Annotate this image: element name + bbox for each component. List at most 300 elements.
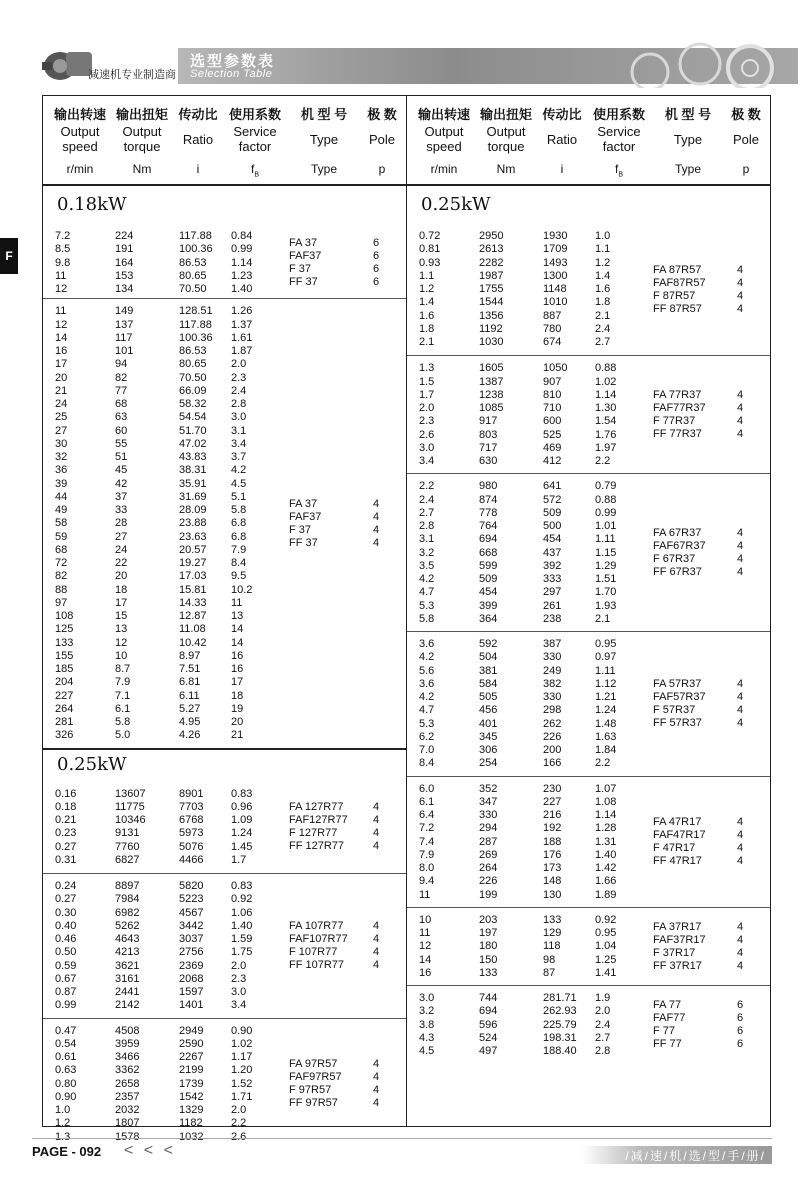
- table-row: [407, 257, 647, 270]
- model-type: FAF37: [289, 250, 322, 263]
- service-factor: 8.4: [231, 557, 247, 569]
- output-torque: 744: [479, 992, 498, 1004]
- model-type: FA 107R77: [289, 920, 344, 933]
- output-speed: 9.8: [55, 256, 71, 269]
- table-row: [43, 358, 283, 371]
- output-speed: 36: [55, 464, 68, 477]
- service-factor: 1.40: [231, 919, 253, 932]
- type-entry: [653, 566, 757, 579]
- output-speed: 264: [55, 702, 74, 715]
- manual-nav-text: /减/速/机/选/型/手/册/: [625, 1149, 766, 1163]
- table-row: [407, 283, 647, 296]
- output-torque: 2142: [115, 999, 140, 1012]
- power-title: 0.25kW: [421, 194, 491, 215]
- model-type: F 127R77: [289, 827, 338, 840]
- table-row: [407, 744, 647, 757]
- ratio: 2756: [179, 946, 204, 959]
- table-row: [407, 862, 647, 875]
- output-speed: 133: [55, 636, 74, 649]
- table-row: [43, 788, 283, 801]
- ratio: 17.03: [179, 570, 207, 583]
- model-type: FAF87R57: [653, 276, 706, 289]
- service-factor: 4.5: [231, 477, 247, 490]
- ratio: 118: [543, 940, 561, 953]
- pole-count: 4: [737, 302, 744, 315]
- type-entry: [289, 1097, 393, 1110]
- pole-count: 4: [737, 829, 744, 842]
- service-factor: 1.07: [595, 782, 617, 795]
- type-entry: [653, 960, 757, 973]
- table-row: [43, 801, 283, 814]
- output-torque: 330: [479, 809, 498, 821]
- ratio: 176: [543, 848, 562, 861]
- service-factor: 0.83: [231, 880, 253, 892]
- ratio: 6.11: [179, 689, 200, 702]
- model-type: FAF77: [653, 1012, 686, 1025]
- ratio: 1542: [179, 1090, 204, 1103]
- service-factor: 1.11: [595, 664, 616, 677]
- ratio: 5076: [179, 840, 204, 853]
- table-row: [43, 960, 283, 973]
- header-en-3: Service factor: [597, 124, 641, 154]
- table-row: [407, 927, 647, 940]
- output-torque: 4213: [115, 946, 140, 959]
- output-speed: 12: [55, 318, 68, 331]
- model-type: F 47R17: [653, 842, 696, 855]
- ratio: 188.40: [543, 1045, 577, 1057]
- output-torque: 8897: [115, 880, 140, 892]
- type-entry: [289, 827, 393, 840]
- service-factor: 2.6: [231, 1130, 247, 1143]
- table-row: [407, 507, 647, 520]
- pole-count: 6: [373, 250, 380, 263]
- type-entry: [653, 277, 757, 290]
- pole-count: 4: [373, 933, 380, 946]
- ratio-group: [407, 473, 770, 632]
- output-torque: 3959: [115, 1037, 140, 1050]
- table-row: [43, 283, 283, 296]
- service-factor: 1.0: [595, 230, 611, 242]
- table-row: [43, 257, 283, 270]
- output-torque: 401: [479, 717, 498, 730]
- table-row: [43, 703, 283, 716]
- table-row: [407, 836, 647, 849]
- output-torque: 803: [479, 428, 498, 441]
- table-row: [407, 613, 647, 626]
- pole-count: 4: [737, 816, 744, 829]
- ratio: 80.65: [179, 358, 207, 371]
- ratio: 641: [543, 480, 562, 493]
- type-entry: [653, 303, 757, 316]
- service-factor: 5.8: [231, 504, 247, 516]
- output-speed: 6.0: [419, 782, 435, 795]
- output-speed: 3.0: [419, 441, 435, 454]
- table-row: [407, 389, 647, 402]
- output-torque: 13607: [115, 787, 146, 800]
- output-speed: 0.80: [55, 1077, 77, 1090]
- service-factor: 1.51: [595, 573, 617, 585]
- output-torque: 101: [115, 345, 134, 357]
- output-torque: 694: [479, 1005, 498, 1018]
- service-factor: 1.01: [595, 520, 617, 532]
- output-speed: 0.99: [55, 999, 77, 1012]
- output-speed: 5.6: [419, 664, 435, 677]
- ratio: 2369: [179, 959, 204, 972]
- output-torque: 524: [479, 1031, 498, 1044]
- ratio: 11.08: [179, 623, 206, 636]
- output-speed: 25: [55, 411, 68, 424]
- pole-count: 4: [373, 814, 380, 827]
- model-type: FAF67R37: [653, 540, 706, 553]
- type-entry: [289, 263, 393, 276]
- header-cn-3: 使用系数: [228, 107, 281, 122]
- header-unit-1: Nm: [496, 162, 516, 176]
- output-torque: 27: [115, 530, 128, 543]
- output-torque: 164: [115, 256, 134, 269]
- output-torque: 505: [479, 691, 498, 703]
- pole-count: 4: [737, 402, 744, 415]
- service-factor: 1.52: [231, 1077, 253, 1090]
- service-factor: 3.7: [231, 451, 247, 463]
- output-speed: 1.5: [419, 375, 435, 388]
- table-row: [43, 230, 283, 243]
- table-row: [43, 986, 283, 999]
- output-speed: 3.6: [419, 638, 435, 650]
- output-torque: 1356: [479, 309, 504, 322]
- ratio: 10.42: [179, 636, 207, 649]
- service-factor: 1.24: [231, 827, 253, 840]
- type-entry: [653, 921, 757, 934]
- table-row: [407, 822, 647, 835]
- output-torque: 51: [115, 451, 128, 463]
- service-factor: 2.3: [231, 371, 247, 384]
- table-row: [407, 547, 647, 560]
- ratio: 47.02: [179, 437, 207, 450]
- service-factor: 1.63: [595, 730, 617, 743]
- output-torque: 37: [115, 490, 128, 503]
- table-row: [407, 520, 647, 533]
- ratio: 130: [543, 888, 562, 901]
- service-factor: 2.0: [231, 358, 247, 371]
- output-speed: 6.2: [419, 730, 435, 743]
- ratio: 333: [543, 573, 562, 585]
- output-torque: 17: [115, 596, 128, 609]
- header-en-5: Pole: [732, 132, 760, 147]
- output-speed: 24: [55, 398, 68, 410]
- ratio-group: [407, 631, 770, 777]
- table-row: [407, 651, 647, 664]
- output-torque: 287: [479, 835, 498, 848]
- table-row: [407, 336, 647, 349]
- output-torque: 2282: [479, 256, 504, 269]
- table-row: [407, 230, 647, 243]
- type-list: [653, 264, 757, 316]
- pole-count: 4: [737, 566, 744, 579]
- output-speed: 1.1: [419, 269, 435, 282]
- service-factor: 2.3: [231, 972, 247, 985]
- table-row: [407, 665, 647, 678]
- ratio: 2949: [179, 1024, 204, 1037]
- pole-count: 4: [737, 289, 744, 302]
- type-entry: [289, 537, 393, 550]
- output-speed: 125: [55, 623, 74, 636]
- output-speed: 0.30: [55, 906, 77, 919]
- type-entry: [289, 920, 393, 933]
- table-row: [43, 827, 283, 840]
- table-row: [43, 451, 283, 464]
- type-entry: [289, 524, 393, 537]
- output-speed: 185: [55, 663, 74, 675]
- output-torque: 2950: [479, 230, 504, 242]
- ratio: 887: [543, 309, 562, 322]
- ratio: 5973: [179, 827, 204, 840]
- table-row: [407, 1019, 647, 1032]
- ratio: 15.81: [179, 583, 207, 596]
- model-type: F 37: [289, 263, 312, 276]
- ratio: 907: [543, 375, 562, 388]
- service-factor: 1.21: [595, 691, 617, 703]
- type-entry: [653, 415, 757, 428]
- output-torque: 399: [479, 599, 498, 612]
- ratio: 230: [543, 782, 562, 795]
- output-speed: 59: [55, 530, 68, 543]
- output-speed: 8.0: [419, 862, 435, 874]
- table-row: [43, 814, 283, 827]
- header-left: [43, 96, 406, 186]
- ratio: 261: [543, 599, 562, 612]
- table-row: [43, 597, 283, 610]
- ratio: 1300: [543, 269, 568, 282]
- output-speed: 0.27: [55, 893, 77, 906]
- type-entry: [653, 540, 757, 553]
- type-list: [653, 389, 757, 441]
- table-row: [43, 841, 283, 854]
- pole-count: 4: [737, 842, 744, 855]
- output-torque: 18: [115, 583, 128, 596]
- table-row: [43, 650, 283, 663]
- table-row: [407, 718, 647, 731]
- ratio-group: [407, 224, 770, 355]
- type-entry: [653, 1012, 757, 1025]
- table-row: [43, 504, 283, 517]
- table-row: [43, 1117, 283, 1130]
- header-unit-1: Nm: [132, 162, 152, 176]
- output-speed: 16: [55, 345, 68, 357]
- ratio: 2590: [179, 1037, 204, 1050]
- pole-count: 4: [373, 1058, 380, 1071]
- ratio: 20.57: [179, 543, 207, 556]
- table-row: [43, 676, 283, 689]
- ratio: 38.31: [179, 464, 207, 477]
- service-factor: 1.06: [231, 906, 253, 919]
- ratio: 1182: [179, 1117, 203, 1130]
- table-row: [407, 243, 647, 256]
- table-row: [43, 491, 283, 504]
- table-row: [407, 533, 647, 546]
- output-speed: 4.3: [419, 1031, 435, 1044]
- output-speed: 2.0: [419, 402, 435, 414]
- service-factor: 2.8: [595, 1045, 611, 1057]
- table-row: [43, 1038, 283, 1051]
- output-speed: 0.23: [55, 827, 77, 840]
- output-torque: 497: [479, 1045, 498, 1057]
- ratio: 238: [543, 612, 562, 625]
- model-type: FA 67R37: [653, 527, 702, 540]
- pole-count: 6: [737, 999, 744, 1012]
- model-type: F 67R37: [653, 553, 696, 566]
- output-torque: 1807: [115, 1117, 140, 1130]
- pole-count: 4: [373, 946, 380, 959]
- pole-count: 4: [737, 946, 744, 959]
- table-row: [43, 933, 283, 946]
- service-factor: 0.83: [231, 787, 253, 800]
- type-entry: [289, 511, 393, 524]
- table-row: [407, 914, 647, 927]
- service-factor: 1.40: [231, 283, 253, 295]
- service-factor: 1.1: [595, 243, 611, 256]
- type-entry: [653, 678, 757, 691]
- table-row: [43, 637, 283, 650]
- service-factor: 1.31: [595, 835, 617, 848]
- pole-count: 4: [373, 1084, 380, 1097]
- output-speed: 0.46: [55, 933, 77, 945]
- service-factor: 1.02: [595, 375, 617, 388]
- service-factor: 1.02: [231, 1037, 253, 1050]
- pole-count: 6: [737, 1012, 744, 1025]
- output-torque: 24: [115, 543, 128, 556]
- service-factor: 2.4: [231, 384, 247, 397]
- service-factor: 3.1: [231, 424, 247, 437]
- pole-count: 4: [737, 540, 744, 553]
- table-row: [43, 610, 283, 623]
- ratio: 6.81: [179, 676, 201, 689]
- output-speed: 0.59: [55, 959, 77, 972]
- output-torque: 364: [479, 612, 498, 625]
- output-speed: 8.5: [55, 243, 71, 256]
- output-torque: 294: [479, 822, 498, 835]
- output-torque: 60: [115, 424, 128, 437]
- type-entry: [289, 946, 393, 959]
- model-type: FA 47R17: [653, 816, 702, 829]
- service-factor: 1.20: [231, 1064, 253, 1077]
- service-factor: 2.2: [595, 455, 611, 467]
- service-factor: 0.96: [231, 800, 253, 813]
- service-factor: 1.14: [595, 388, 617, 401]
- model-type: FAF77R37: [653, 402, 706, 415]
- output-speed: 1.3: [419, 362, 435, 375]
- pole-count: 4: [373, 1097, 380, 1110]
- service-factor: 2.7: [595, 1031, 611, 1044]
- header-en-1: Output torque: [122, 124, 162, 154]
- service-factor: 2.0: [595, 1005, 611, 1018]
- pole-count: 4: [737, 428, 744, 441]
- output-torque: 10: [115, 649, 128, 662]
- ratio: 148: [543, 875, 562, 888]
- prev-arrows-icon[interactable]: < < <: [124, 1142, 176, 1159]
- table-row: [43, 623, 283, 636]
- table-row: [43, 398, 283, 411]
- output-speed: 32: [55, 451, 68, 463]
- table-row: [407, 296, 647, 309]
- ratio: 225.79: [543, 1018, 577, 1031]
- output-torque: 68: [115, 398, 128, 410]
- output-torque: 5.8: [115, 716, 131, 728]
- pole-count: 4: [737, 527, 744, 540]
- output-speed: 4.2: [419, 573, 435, 585]
- table-row: [407, 270, 647, 283]
- output-speed: 1.8: [419, 322, 435, 335]
- output-speed: 0.93: [419, 256, 441, 269]
- output-torque: 20: [115, 570, 128, 583]
- table-row: [43, 478, 283, 491]
- service-factor: 0.97: [595, 651, 617, 664]
- output-speed: 2.1: [419, 336, 435, 348]
- ratio: 117.88: [179, 230, 212, 242]
- model-type: FF 37: [289, 536, 318, 549]
- output-torque: 3161: [115, 972, 140, 985]
- ratio: 5820: [179, 880, 204, 892]
- service-factor: 1.66: [595, 875, 617, 888]
- service-factor: 1.93: [595, 599, 617, 612]
- output-speed: 0.24: [55, 880, 77, 892]
- service-factor: 1.12: [595, 677, 617, 690]
- header-unit-4: Type: [674, 162, 701, 176]
- output-torque: 1192: [479, 322, 503, 335]
- output-speed: 1.7: [419, 388, 435, 401]
- output-speed: 2.2: [419, 480, 435, 493]
- section-tab[interactable]: F: [0, 238, 18, 274]
- output-torque: 12: [115, 636, 128, 649]
- model-type: FF 87R57: [653, 302, 702, 315]
- output-torque: 42: [115, 477, 128, 490]
- output-speed: 0.72: [419, 230, 441, 242]
- service-factor: 4.2: [231, 464, 247, 477]
- output-torque: 4508: [115, 1024, 140, 1037]
- ratio: 1739: [179, 1077, 204, 1090]
- service-factor: 1.30: [595, 402, 617, 414]
- output-torque: 630: [479, 455, 498, 467]
- table-row: [407, 415, 647, 428]
- service-factor: 3.0: [231, 986, 247, 998]
- ratio: 1050: [543, 362, 568, 375]
- header-unit-3: $f_B$: [614, 162, 623, 179]
- ratio: 454: [543, 533, 562, 546]
- output-speed: 12: [55, 283, 68, 295]
- selection-table: [42, 95, 771, 1143]
- model-type: F 77R37: [653, 415, 696, 428]
- ratio: 198.31: [543, 1031, 577, 1044]
- pole-count: 6: [737, 1025, 744, 1038]
- model-type: FA 127R77: [289, 801, 344, 814]
- output-speed: 5.3: [419, 599, 435, 612]
- model-type: FF 107R77: [289, 959, 345, 972]
- output-torque: 381: [479, 664, 498, 677]
- model-type: FA 77R37: [653, 389, 702, 402]
- output-speed: 9.4: [419, 875, 435, 888]
- type-entry: [289, 276, 393, 289]
- output-speed: 0.40: [55, 919, 77, 932]
- model-type: FF 97R57: [289, 1097, 338, 1110]
- output-speed: 11: [419, 927, 431, 939]
- table-row: [407, 967, 647, 980]
- type-entry: [653, 553, 757, 566]
- pole-count: 4: [373, 801, 380, 814]
- output-torque: 1387: [479, 375, 504, 388]
- table-row: [407, 573, 647, 586]
- table-row: [43, 893, 283, 906]
- ratio: 3037: [179, 933, 204, 945]
- output-speed: 3.2: [419, 546, 435, 559]
